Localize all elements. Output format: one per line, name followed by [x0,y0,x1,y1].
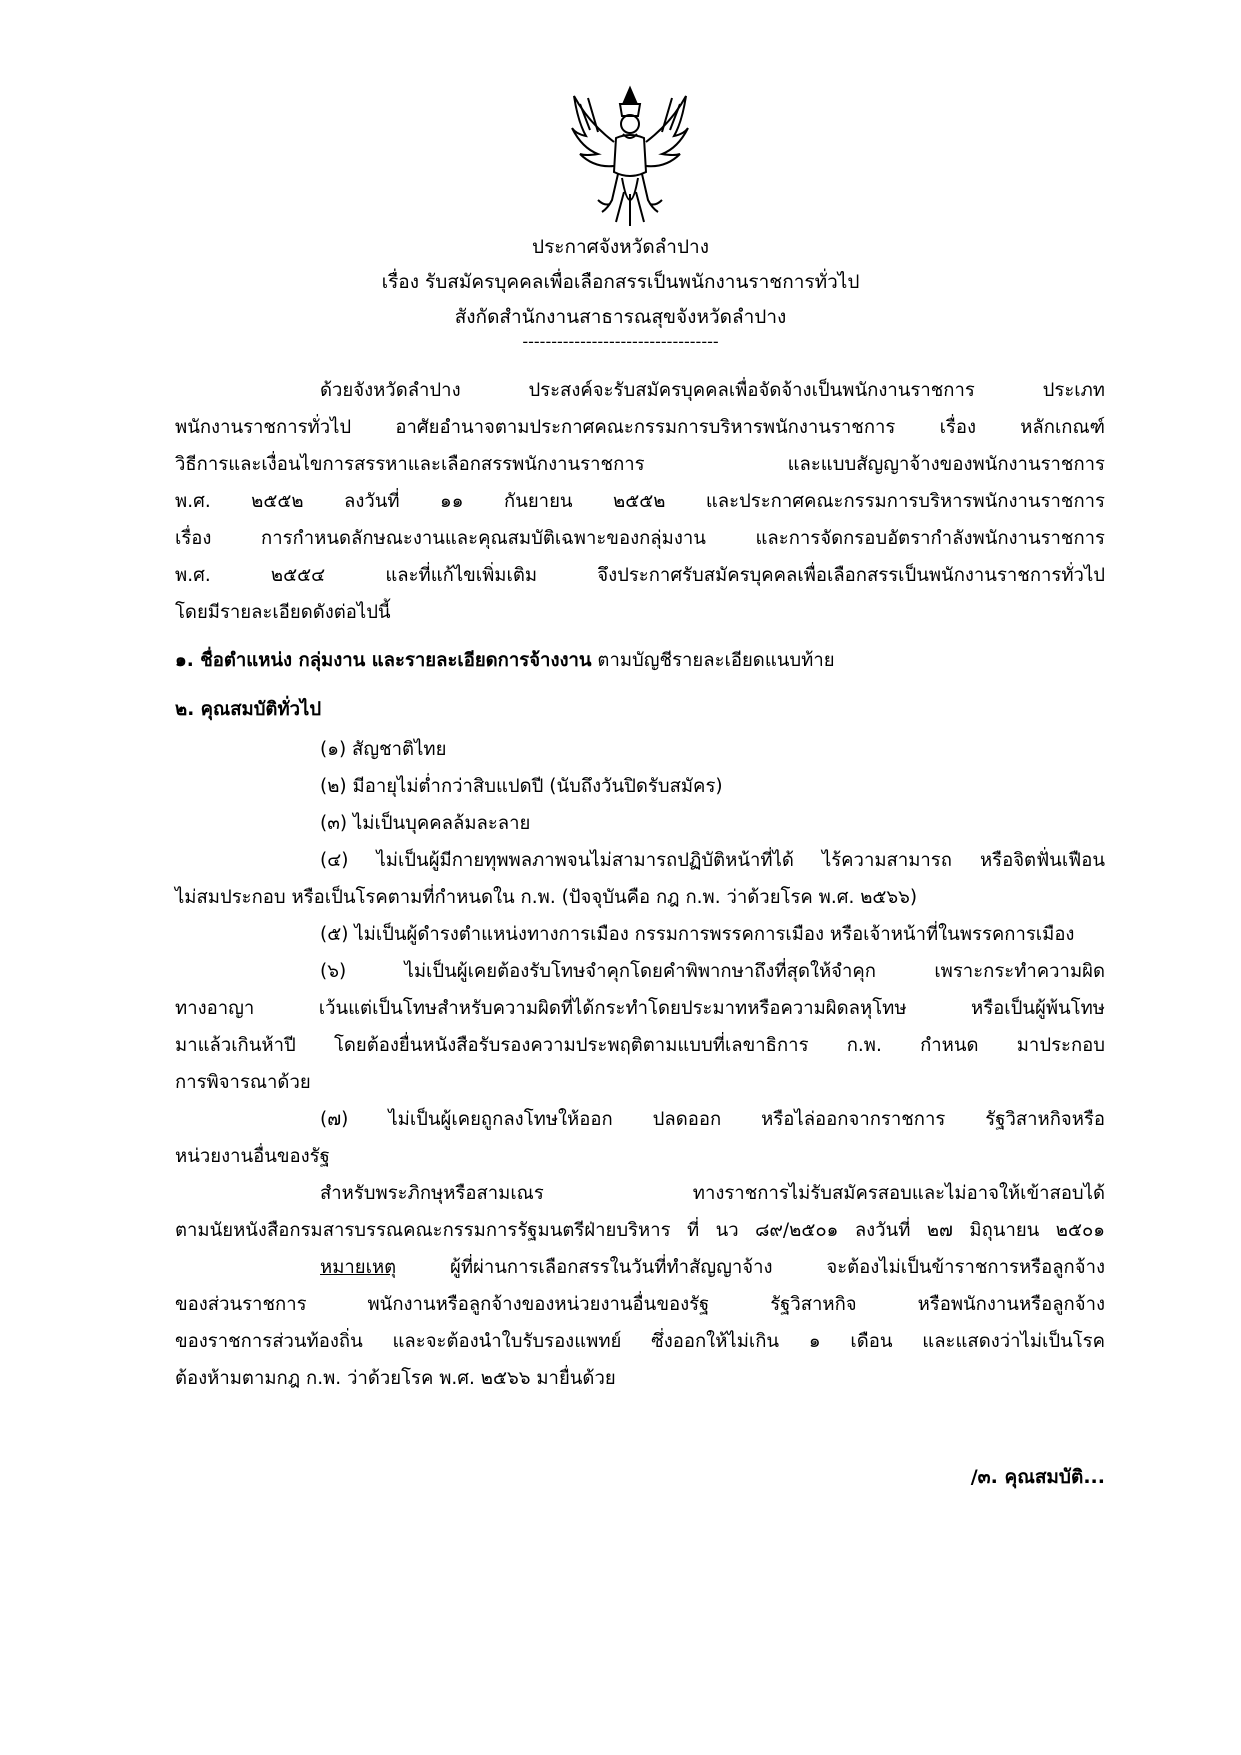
note-paragraph [320,1253,1105,1283]
qualification-item: (๗) ไม่เป็นผู้เคยถูกลงโทษให้ออก ปลดออก หรือไล่ออกจากราชการ รัฐวิสาหกิจหรือ [320,1109,1105,1130]
note-paragraph-cont: ของราชการส่วนท้องถิ่น และจะต้องนำใบรับรองแพทย์ ซึ่งออกให้ไม่เกิน ๑ เดือน และแสดงว่าไม่เป็นโรค [175,1331,1105,1352]
announcement-subject: เรื่อง รับสมัครบุคคลเพื่อเลือกสรรเป็นพนักงานราชการทั่วไป [381,271,860,293]
garuda-emblem-icon [568,82,692,228]
intro-line: เรื่อง การกำหนดลักษณะงานและคุณสมบัติเฉพาะของกลุ่มงาน และการจัดกรอบอัตรากำลังพนักงานราชการ [175,528,1105,549]
monk-paragraph: สำหรับพระภิกษุหรือสามเณร ทางราชการไม่รับสมัครสอบและไม่อาจให้เข้าสอบได้ [320,1183,1105,1204]
section1-text: ตามบัญชีรายละเอียดแนบท้าย [591,650,835,671]
intro-line: พนักงานราชการทั่วไป อาศัยอำนาจตามประกาศคณะกรรมการบริหารพนักงานราชการ เรื่อง หลักเกณฑ์ [175,417,1105,438]
intro-line: พ.ศ. ๒๕๕๔ และที่แก้ไขเพิ่มเติม จึงประกาศรับสมัครบุคคลเพื่อเลือกสรรเป็นพนักงานราชการทั่วไป [175,565,1105,586]
section1-heading: ๑. ชื่อตำแหน่ง กลุ่มงาน และรายละเอียดการจ้างงาน [175,650,592,671]
separator-line: ---------------------------------- [522,332,719,351]
intro-line: ด้วยจังหวัดลำปาง ประสงค์จะรับสมัครบุคคลเพื่อจัดจ้างเป็นพนักงานราชการ ประเภท [320,380,1105,401]
note-paragraph-cont: ของส่วนราชการ พนักงานหรือลูกจ้างของหน่วยงานอื่นของรัฐ รัฐวิสาหกิจ หรือพนักงานหรือลูกจ้าง [175,1294,1105,1315]
announcement-agency: สังกัดสำนักงานสาธารณสุขจังหวัดลำปาง [454,306,787,328]
qualification-item-cont: ทางอาญา เว้นแต่เป็นโทษสำหรับความผิดที่ได้กระทำโดยประมาทหรือความผิดลหุโทษ หรือเป็นผู้พ้นโทษ [175,998,1105,1019]
qualification-item-cont: หน่วยงานอื่นของรัฐ [175,1146,330,1167]
qualification-item: (๓) ไม่เป็นบุคคลล้มละลาย [320,813,531,834]
qualification-item: (๕) ไม่เป็นผู้ดำรงตำแหน่งทางการเมือง กรรมการพรรคการเมือง หรือเจ้าหน้าที่ในพรรคการเมือง [320,924,1075,945]
note-label: หมายเหตุ [320,1257,397,1278]
qualification-item-cont: มาแล้วเกินห้าปี โดยต้องยื่นหนังสือรับรองความประพฤติตามแบบที่เลขาธิการ ก.พ. กำหนด มาประกอบ [175,1035,1105,1056]
intro-line: วิธีการและเงื่อนไขการสรรหาและเลือกสรรพนักงานราชการ และแบบสัญญาจ้างของพนักงานราชการ [175,454,1105,475]
section2-heading: ๒. คุณสมบัติทั่วไป [175,699,322,720]
qualification-item: (๒) มีอายุไม่ต่ำกว่าสิบแปดปี (นับถึงวันปิดรับสมัคร) [320,776,723,797]
qualification-item: (๔) ไม่เป็นผู้มีกายทุพพลภาพจนไม่สามารถปฏิบัติหน้าที่ได้ ไร้ความสามารถ หรือจิตฟั่นเฟือน [320,850,1105,871]
section1-paragraph [175,646,1105,676]
note-paragraph-cont: ต้องห้ามตามกฎ ก.พ. ว่าด้วยโรค พ.ศ. ๒๕๖๖ มายื่นด้วย [175,1368,616,1389]
intro-line: พ.ศ. ๒๕๕๒ ลงวันที่ ๑๑ กันยายน ๒๕๕๒ และประกาศคณะกรรมการบริหารพนักงานราชการ [175,491,1105,512]
intro-line: โดยมีรายละเอียดดังต่อไปนี้ [175,602,391,623]
announcement-title: ประกาศจังหวัดลำปาง [532,236,709,258]
qualification-item: (๖) ไม่เป็นผู้เคยต้องรับโทษจำคุกโดยคำพิพากษาถึงที่สุดให้จำคุก เพราะกระทำความผิด [320,961,1105,982]
qualification-item: (๑) สัญชาติไทย [320,739,447,760]
qualification-item-cont: การพิจารณาด้วย [175,1072,311,1093]
note-text: ผู้ที่ผ่านการเลือกสรรในวันที่ทำสัญญาจ้าง จะต้องไม่เป็นข้าราชการหรือลูกจ้าง [396,1257,1105,1278]
qualification-item-cont: ไม่สมประกอบ หรือเป็นโรคตามที่กำหนดใน ก.พ. (ปัจจุบันคือ กฎ ก.พ. ว่าด้วยโรค พ.ศ. ๒๕๖๖) [175,887,918,908]
monk-paragraph-cont: ตามนัยหนังสือกรมสารบรรณคณะกรรมการรัฐมนตรีฝ่ายบริหาร ที่ นว ๘๙/๒๕๐๑ ลงวันที่ ๒๗ มิถุนายน ๒๕๐๑ [175,1220,1105,1241]
continued-marker: /๓. คุณสมบัติ... [970,1466,1105,1488]
